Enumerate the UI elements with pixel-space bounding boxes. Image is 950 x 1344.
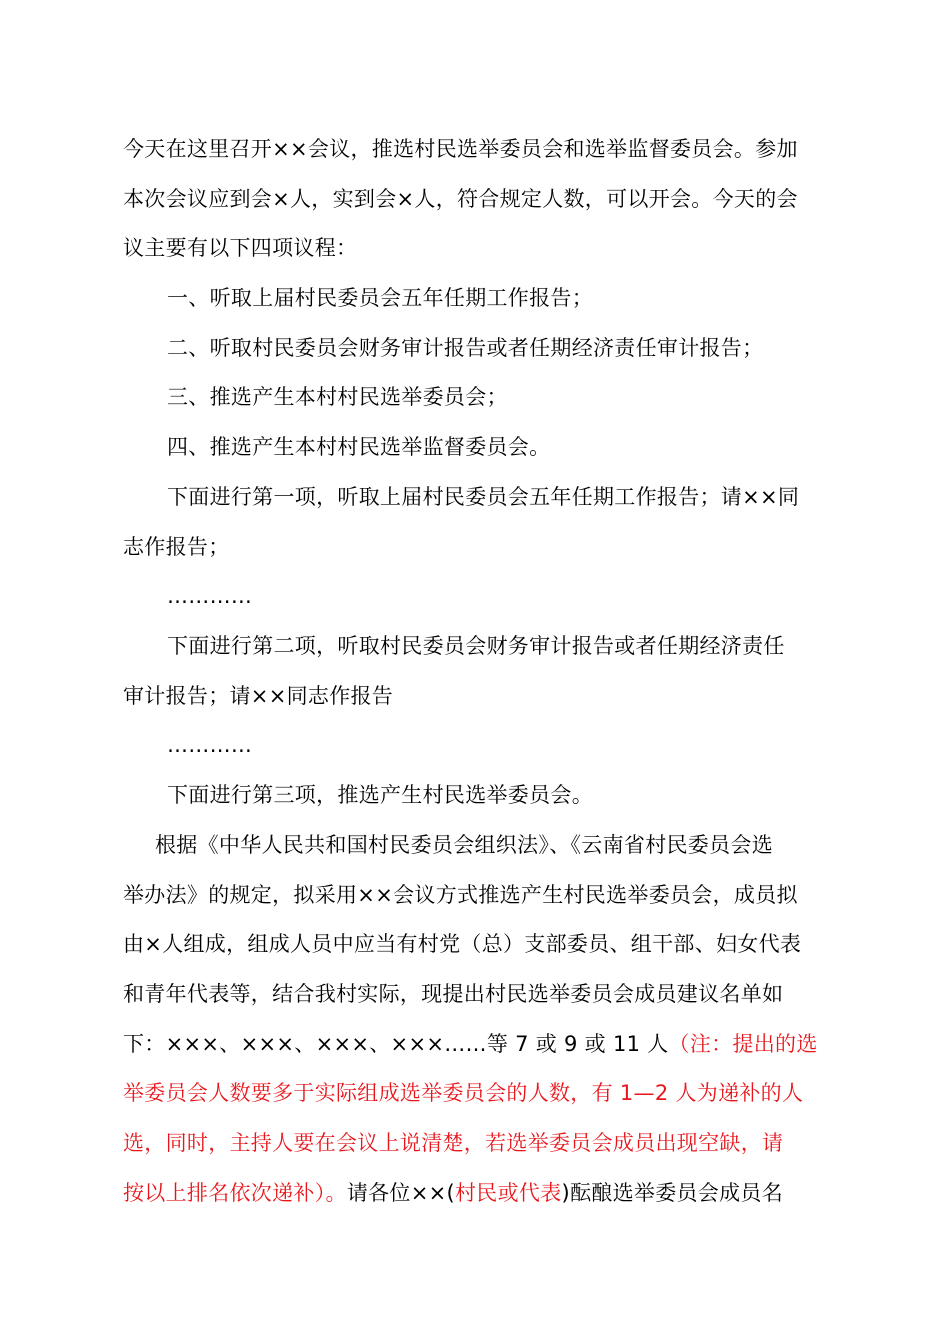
agenda-item-3: 三、推选产生本村村民选举委员会；	[167, 385, 508, 409]
candidate-list-text: 下：×××、×××、×××、×××……等 7 或 9 或 11 人	[123, 1032, 669, 1056]
request-text-a: 请各位××(	[346, 1181, 455, 1205]
ellipsis-2: …………	[167, 733, 253, 757]
agenda-item-4: 四、推选产生本村村民选举监督委员会。	[167, 435, 551, 459]
item-two-line-2: 审计报告；请××同志作报告	[123, 684, 394, 708]
request-text-highlight: 村民或代表	[455, 1181, 562, 1205]
basis-paragraph-line-1: 根据《中华人民共和国村民委员会组织法》、《云南省村民委员会选	[155, 833, 773, 857]
basis-paragraph-line-8	[123, 1178, 783, 1208]
basis-paragraph-line-5	[123, 1029, 818, 1059]
ellipsis-1: …………	[167, 584, 253, 608]
paragraph-intro-line-2: 本次会议应到会×人，实到会×人，符合规定人数，可以开会。今天的会	[123, 187, 798, 211]
paragraph-intro-line-1: 今天在这里召开××会议，推选村民选举委员会和选举监督委员会。参加	[123, 137, 798, 161]
item-one-line-1: 下面进行第一项，听取上届村民委员会五年任期工作报告；请××同	[167, 485, 800, 509]
agenda-item-1: 一、听取上届村民委员会五年任期工作报告；	[167, 286, 593, 310]
item-two-line-1: 下面进行第二项，听取村民委员会财务审计报告或者任期经济责任	[167, 634, 785, 658]
basis-paragraph-line-3: 由×人组成，组成人员中应当有村党（总）支部委员、组干部、妇女代表	[123, 932, 802, 956]
item-one-line-2: 志作报告；	[123, 535, 230, 559]
request-text-c: )酝酿选举委员会成员名	[561, 1181, 783, 1205]
item-three-line-1: 下面进行第三项，推选产生村民选举委员会。	[167, 783, 593, 807]
note-text-start: （注：提出的选	[668, 1032, 818, 1056]
note-text-line-2: 举委员会人数要多于实际组成选举委员会的人数，有 1—2 人为递补的人	[123, 1081, 804, 1105]
agenda-item-2: 二、听取村民委员会财务审计报告或者任期经济责任审计报告；	[167, 336, 764, 360]
note-text-end: 按以上排名依次递补）。	[123, 1181, 347, 1205]
note-text-line-3: 选，同时，主持人要在会议上说清楚，若选举委员会成员出现空缺，请	[123, 1131, 784, 1155]
paragraph-intro-line-3: 议主要有以下四项议程：	[123, 236, 358, 260]
basis-paragraph-line-4: 和青年代表等，结合我村实际，现提出村民选举委员会成员建议名单如	[123, 982, 784, 1006]
basis-paragraph-line-2: 举办法》的规定，拟采用××会议方式推选产生村民选举委员会，成员拟	[123, 883, 798, 907]
